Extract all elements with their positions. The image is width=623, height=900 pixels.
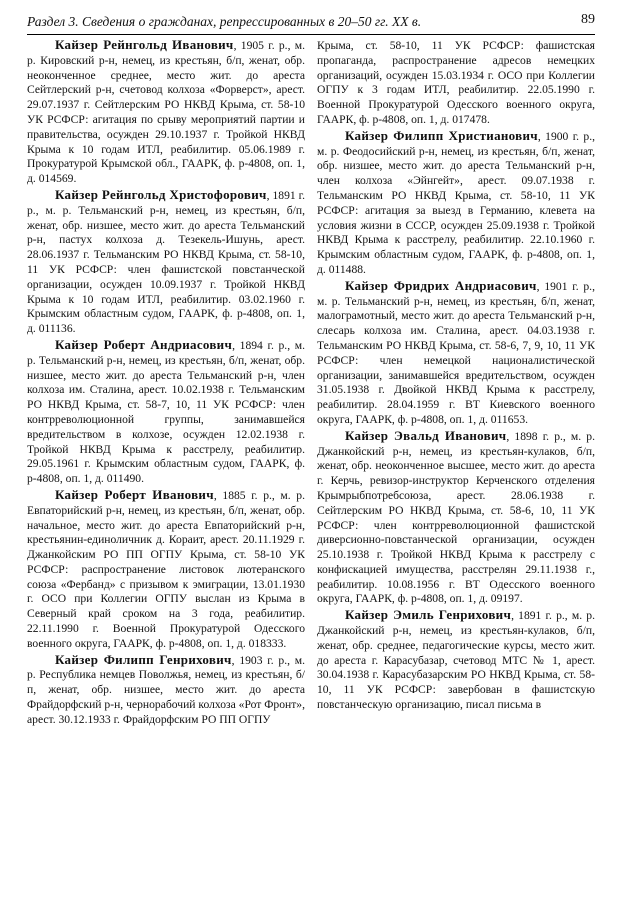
person-name: Кайзер Роберт Андриасович [55, 336, 233, 352]
person-name: Кайзер Эвальд Иванович [345, 427, 507, 443]
entry-text: , 1905 г. р., м. р. Кировский р-н, немец, из крестьян, б/п, женат, обр. неоконченное среднее, место жит. до ареста Сейтлерский р-н, счетовод колхоза «Форверст», арест. 29.07.1937 г. Сейтлерским РО НКВД Крыма, ст. 58-10 УК РСФСР: агитация по срыву мероприятий партии и правительства, осужден 29.10.1937 г. Тройкой НКВД Крыма к 10 годам ИТЛ, реабилитир. 05.06.1989 г. Прокуратурой Крымской обл., ГААРК, ф. р-4808, оп. 1, д. 014569. [27, 39, 305, 186]
section-title: Раздел 3. Сведения о гражданах, репрессированных в 20–50 гг. XX в. [27, 14, 422, 29]
entry-text: , 1894 г. р., м. р. Тельманский р-н, немец, из крестьян, б/п, женат, обр. низшее, место жит. до ареста Тельманский р-н, член колхоза им. Сталина, арест. 10.02.1938 г. Тельманским РО НКВД Крыма, ст. 58-7, 10, 11 УК РСФСР: член контрреволюционной группы, занимавшейся вредительством в колхозе, осужден 12.02.1938 г. Тройкой НКВД Крыма к расстрелу, реабилитир. 29.05.1961 г. Крымским областным судом, ГААРК, ф. р-4808, оп. 1, д. 011490. [27, 338, 305, 486]
person-name: Кайзер Филипп Христианович [345, 127, 538, 143]
entry-text: Крыма, ст. 58-10, 11 УК РСФСР: фашистская пропаганда, распространение адресов немецких организаций, осужден 15.03.1934 г. ОСО при Коллегии ОГПУ к 3 годам ИТЛ, реабилитир. 22.05.1990 г. Военной Прокуратурой Одесского военного округа, ГААРК, ф. р-4808, оп. 1, д. 017478. [317, 39, 595, 126]
biography-entry [317, 429, 595, 608]
person-name: Кайзер Рейнгольд Христофорович [55, 186, 267, 202]
page-number: 89 [581, 12, 595, 27]
biography-entry [27, 188, 305, 337]
entry-text: , 1891 г. р., м. р. Джанкойский р-н, немец, из крестьян-кулаков, б/п, женат, обр. среднее, педагогические курсы, место жит. до ареста г. Карасубазар, счетовод МТС № 1, арест. 30.04.1938 г. Карасубазарским РО НКВД Крыма, ст. 58-10, 11 УК РСФСР: завербован в фашистскую повстанческую организацию, писал письма в [317, 609, 595, 712]
entry-text: , 1898 г. р., м. р. Джанкойский р-н, немец, из крестьян-кулаков, б/п, женат, обр. неоконченное высшее, место жит. до ареста г. Керчь, ревизор-инструктор Керченского отделения Крымрыбпотребсоюза, арест. 28.06.1938 г. Сейтлерским РО НКВД Крыма, ст. 58-6, 10, 11 УК РСФСР: член контрреволюционной фашистской диверсионно-повстанческой организации, осужден 25.10.1938 г. Тройкой НКВД Крыма к расстрелу с конфискацией имущества, расстрелян 29.11.1938 г., реабилитир. 10.08.1956 г. ВТ Одесского военного округа, ГААРК, ф. р-4808, оп. 1, д. 09197. [317, 429, 595, 606]
entry-text: , 1885 г. р., м. р. Евпаторийский р-н, немец, из крестьян, б/п, женат, обр. начальное, место жит. до ареста Евпаторийский р-н, крестьянин-единоличник д. Кораит, арест. 20.11.1929 г. Джанкойским РО ПП ОГПУ Крыма, ст. 58-10 УК РСФСР: распространение листовок лютеранского союза «Фербанд» с призывом к эмиграции, 13.01.1930 г. ОСО при Коллегии ОГПУ выслан из Крыма в Северный край сроком на 3 года, реабилитир. 22.11.1990 г. Военной Прокуратурой Одесского военного округа, ГААРК, ф. р-4808, оп. 1, д. 018333. [27, 488, 305, 650]
person-name: Кайзер Роберт Иванович [55, 486, 214, 502]
entry-text: , 1891 г. р., м. р. Тельманский р-н, немец, из крестьян, б/п, женат, обр. низшее, место жит. до ареста Тельманский р-н, пастух колхоза д. Тезекель-Ишунь, арест. 28.06.1937 г. Тельманским РО НКВД Крыма, ст. 58-10, 11 УК РСФСР: член фашистской повстанческой организации, осужден 10.09.1937 г. Тройкой НКВД Крыма к 10 годам ИТЛ, реабилитир. 03.02.1960 г. Крымским областным судом, ГААРК, ф. р-4808, оп. 1, д. 011136. [27, 188, 305, 336]
biography-entry [27, 488, 305, 652]
person-name: Кайзер Рейнгольд Иванович [55, 38, 234, 52]
entry-text: , 1901 г. р., м. р. Тельманский р-н, немец, из крестьян, б/п, женат, малограмотный, место жит. до ареста Тельманский р-н, слесарь колхоза им. Сталина, арест. 04.03.1938 г. Тельманским РО НКВД Крыма, ст. 58-6, 7, 9, 10, 11 УК РСФСР: член немецкой националистической организации, занимавшейся вредительством, осужден 31.05.1938 г. Двойкой НКВД Крыма к расстрелу, реабилитир. 28.04.1959 г. ВТ Киевского военного округа, ГААРК, ф. р-4808, оп. 1, д. 011653. [317, 279, 595, 426]
running-header [27, 10, 595, 35]
biography-entry [27, 38, 305, 187]
biography-entry [27, 653, 305, 728]
biography-entry [317, 279, 595, 428]
person-name: Кайзер Филипп Генрихович [55, 651, 232, 667]
entry-text: , 1903 г. р., м. р. Республика немцев Поволжья, немец, из крестьян, б/п, женат, обр. низшее, место жит. до ареста Фрайдорфский р-н, чернорабочий колхоза «Рот Фронт», арест. 30.12.1933 г. Фрайдорфским РО ПП ОГПУ [27, 653, 305, 726]
biography-entry [27, 338, 305, 487]
person-name: Кайзер Фридрих Андриасович [345, 277, 537, 293]
person-name: Кайзер Эмиль Генрихович [345, 607, 512, 623]
biography-entry-continuation [317, 38, 595, 128]
biography-entry [317, 608, 595, 713]
biography-entry [317, 129, 595, 278]
left-column [27, 38, 305, 896]
right-column [317, 38, 595, 896]
entry-text: , 1900 г. р., м. р. Феодосийский р-н, немец, из крестьян, б/п, женат, обр. низшее, место жит. до ареста Тельманский р-н, член колхоза «Эйнгейт», арест. 09.07.1938 г. Тельманским РО НКВД Крыма, ст. 58-10, 11 УК РСФСР: агитация за выезд в Германию, клевета на условия жизни в СССР, осужден 25.09.1938 г. Тройкой НКВД Крыма к расстрелу, реабилитир. 22.10.1960 г. Крымским областным судом, ГААРК, ф. р-4808, оп. 1, д. 011488. [317, 129, 595, 276]
